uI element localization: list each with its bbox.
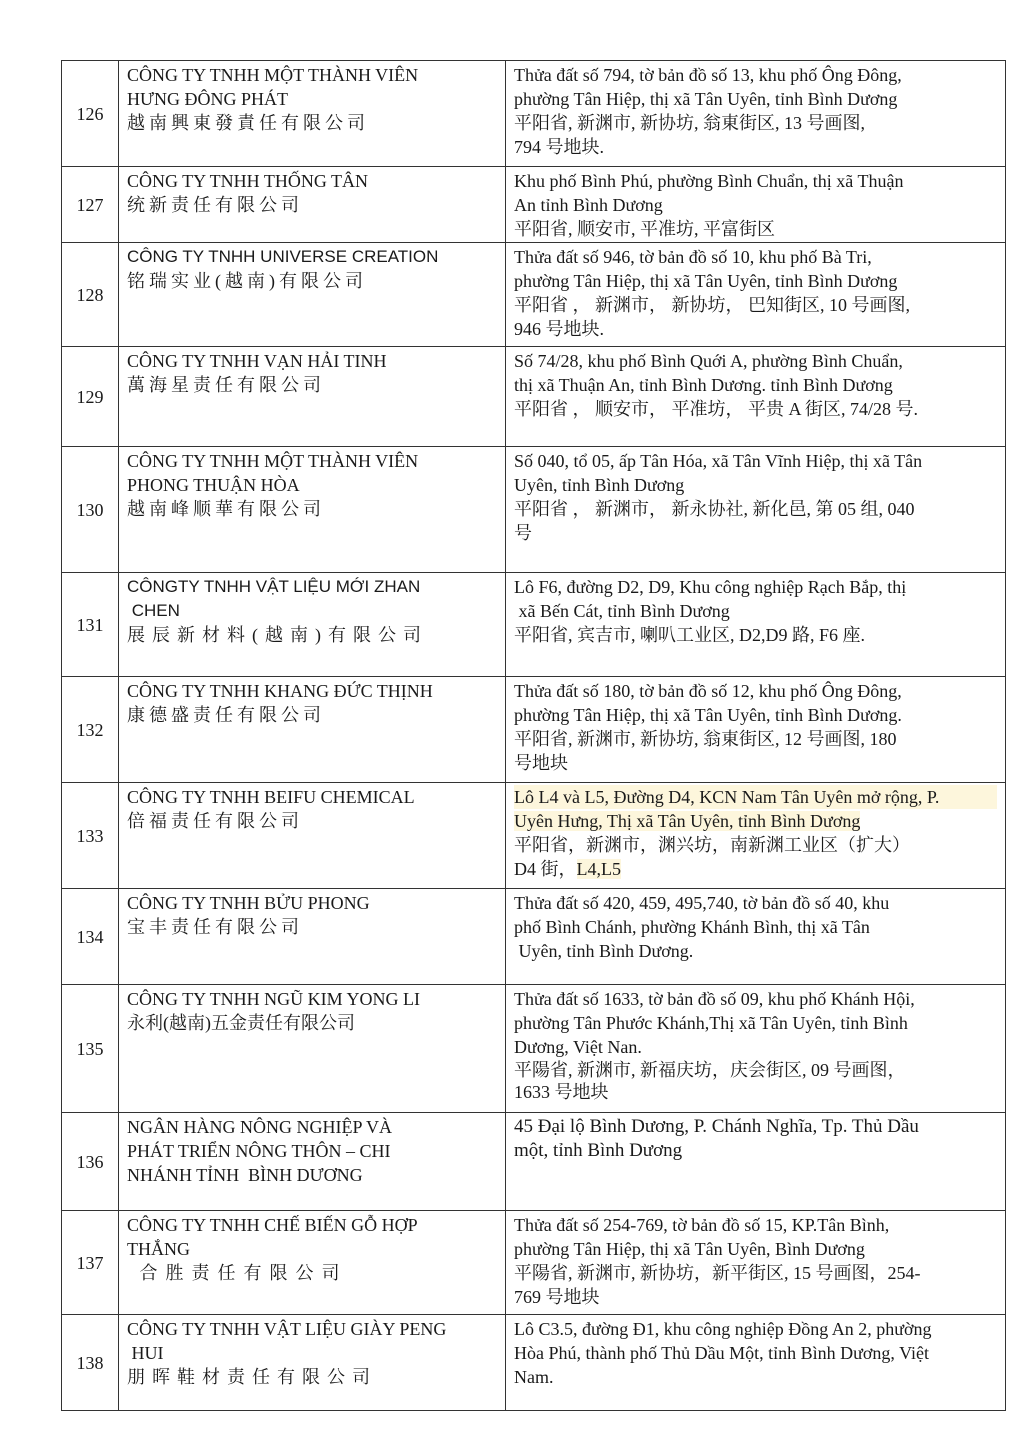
address-line: phường Tân Hiệp, thị xã Tân Uyên, Bình Dương xyxy=(514,1239,865,1259)
address-line: An tỉnh Bình Dương xyxy=(514,195,663,215)
address-cell xyxy=(506,347,1006,447)
row-number: 129 xyxy=(62,347,119,447)
address-cell xyxy=(506,447,1006,573)
address-line: Thửa đất số 946, tờ bản đồ số 10, khu phố Bà Tri, xyxy=(514,247,872,267)
row-number: 131 xyxy=(62,573,119,677)
address-chinese: 平陽省, 新渊市, 新协坊，新平街区, 15 号画图，254- xyxy=(514,1263,921,1283)
address-line: Thửa đất số 794, tờ bản đồ số 13, khu phố Ông Đông, xyxy=(514,65,902,85)
row-number: 133 xyxy=(62,783,119,889)
address-line-highlighted: Uyên Hưng, Thị xã Tân Uyên, tỉnh Bình Dương xyxy=(514,811,861,831)
address-line: Nam. xyxy=(514,1367,554,1387)
address-cell xyxy=(506,889,1006,985)
company-name-line: CÔNG TY TNHH MỘT THÀNH VIÊN xyxy=(127,451,419,471)
company-name-line: CÔNG TY TNHH KHANG ĐỨC THỊNH xyxy=(127,681,433,701)
address-cell xyxy=(506,1315,1006,1411)
table-row xyxy=(62,889,1006,985)
address-cell xyxy=(506,783,1006,889)
address-line: Số 040, tổ 05, ấp Tân Hóa, xã Tân Vĩnh Hiệp, thị xã Tân xyxy=(514,451,923,471)
table-row xyxy=(62,447,1006,573)
table-row xyxy=(62,347,1006,447)
company-name-line: HUI xyxy=(127,1343,164,1363)
company-name-chinese: 统新责任有限公司 xyxy=(127,195,303,215)
row-number: 130 xyxy=(62,447,119,573)
address-line: một, tỉnh Bình Dương xyxy=(514,1140,683,1161)
address-chinese: 号地块 xyxy=(514,753,568,773)
row-number: 127 xyxy=(62,167,119,243)
address-chinese: 794 号地块. xyxy=(514,137,604,157)
table-row xyxy=(62,573,1006,677)
company-name-chinese: 永利(越南)五金责任有限公司 xyxy=(127,1013,355,1033)
address-line: Uyên, tỉnh Bình Dương xyxy=(514,475,685,495)
company-name-line: THẮNG xyxy=(127,1239,190,1259)
company-name-cell xyxy=(119,1211,506,1315)
address-line: Thửa đất số 254-769, tờ bản đồ số 15, KP.Tân Bình, xyxy=(514,1215,890,1235)
address-line: Số 74/28, khu phố Bình Quới A, phường Bình Chuẩn, xyxy=(514,351,903,371)
company-name-line: CÔNG TY TNHH MỘT THÀNH VIÊN xyxy=(127,65,419,85)
company-name-chinese: 萬海星责任有限公司 xyxy=(127,375,325,395)
address-line: Khu phố Bình Phú, phường Bình Chuẩn, thị xã Thuận xyxy=(514,171,904,191)
company-name-chinese: 康德盛责任有限公司 xyxy=(127,705,325,725)
address-chinese: 平陽省, 新渊市, 新福庆坊，庆会街区, 09 号画图， xyxy=(514,1060,906,1080)
table-row xyxy=(62,1113,1006,1211)
table-row xyxy=(62,243,1006,347)
company-name-chinese: 越南峰顺華有限公司 xyxy=(127,499,325,519)
company-name-cell xyxy=(119,985,506,1113)
address-cell xyxy=(506,677,1006,783)
company-name-line: CHEN xyxy=(127,601,180,620)
row-number: 132 xyxy=(62,677,119,783)
address-cell xyxy=(506,61,1006,167)
company-name-cell xyxy=(119,61,506,167)
company-registry-table xyxy=(61,60,1006,1411)
address-line: Dương, Việt Nan. xyxy=(514,1037,642,1057)
company-name-chinese: 合胜责任有限公司 xyxy=(127,1263,348,1283)
address-chinese: 946 号地块. xyxy=(514,319,604,339)
company-name-chinese: 倍福责任有限公司 xyxy=(127,811,303,831)
company-name-cell xyxy=(119,1113,506,1211)
address-cell xyxy=(506,167,1006,243)
company-name-line: HƯNG ĐÔNG PHÁT xyxy=(127,89,288,109)
company-name-line: CÔNG TY TNHH VẠN HẢI TINH xyxy=(127,351,387,371)
company-name-line: PHONG THUẬN HÒA xyxy=(127,475,300,495)
table-row xyxy=(62,783,1006,889)
address-chinese: D4 街， xyxy=(514,859,577,879)
address-chinese: 平阳省 ， 顺安市， 平准坊， 平贵 A 街区, 74/28 号. xyxy=(514,399,919,419)
table-row xyxy=(62,677,1006,783)
company-name-line: CÔNG TY TNHH VẬT LIỆU GIÀY PENG xyxy=(127,1319,447,1339)
company-name-cell xyxy=(119,167,506,243)
row-number: 137 xyxy=(62,1211,119,1315)
address-cell xyxy=(506,243,1006,347)
company-name-cell xyxy=(119,677,506,783)
address-chinese: 平阳省 ， 新渊市， 新协坊， 巴知街区, 10 号画图, xyxy=(514,295,910,315)
address-line: Hòa Phú, thành phố Thủ Dầu Một, tỉnh Bình Dương, Việt xyxy=(514,1343,930,1363)
address-line: phường Tân Hiệp, thị xã Tân Uyên, tỉnh Bình Dương xyxy=(514,89,898,109)
company-name-chinese: 铭瑞实业(越南)有限公司 xyxy=(127,271,367,291)
address-line: xã Bến Cát, tỉnh Bình Dương xyxy=(514,601,730,621)
address-line: Uyên, tỉnh Bình Dương. xyxy=(514,941,694,961)
address-line: Thửa đất số 420, 459, 495,740, tờ bản đồ số 40, khu xyxy=(514,893,890,913)
company-name-cell xyxy=(119,243,506,347)
company-name-cell xyxy=(119,573,506,677)
address-chinese: 平阳省，新渊市，渊兴坊，南新渊工业区（扩大） xyxy=(514,835,910,855)
row-number: 135 xyxy=(62,985,119,1113)
address-cell xyxy=(506,1211,1006,1315)
company-name-line: CÔNGTY TNHH VẬT LIỆU MỚI ZHAN xyxy=(127,577,421,596)
address-line: 45 Đại lộ Bình Dương, P. Chánh Nghĩa, Tp. Thủ Dầu xyxy=(514,1116,919,1137)
table-row xyxy=(62,61,1006,167)
table-row xyxy=(62,1211,1006,1315)
address-highlighted-lot: L4,L5 xyxy=(576,859,621,879)
address-line: phường Tân Phước Khánh,Thị xã Tân Uyên, tỉnh Bình xyxy=(514,1013,908,1033)
company-name-line: CÔNG TY TNHH CHẾ BIẾN GỖ HỢP xyxy=(127,1215,418,1235)
address-line: Thửa đất số 1633, tờ bản đồ số 09, khu phố Khánh Hội, xyxy=(514,989,915,1009)
company-name-line: CÔNG TY TNHH BỬU PHONG xyxy=(127,893,370,913)
address-line: phường Tân Hiệp, thị xã Tân Uyên, tỉnh Bình Dương xyxy=(514,271,898,291)
company-name-cell xyxy=(119,1315,506,1411)
address-cell xyxy=(506,1113,1006,1211)
company-name-line: PHÁT TRIỂN NÔNG THÔN – CHI xyxy=(127,1141,391,1161)
address-chinese: 平阳省, 新渊市, 新协坊, 翁東街区, 12 号画图, 180 xyxy=(514,729,897,749)
company-name-line: CÔNG TY TNHH BEIFU CHEMICAL xyxy=(127,787,415,807)
address-line: Lô C3.5, đường Đ1, khu công nghiệp Đồng An 2, phường xyxy=(514,1319,932,1339)
company-name-chinese: 宝丰责任有限公司 xyxy=(127,917,303,937)
row-number: 134 xyxy=(62,889,119,985)
company-name-line: CÔNG TY TNHH UNIVERSE CREATION xyxy=(127,247,439,266)
address-line: Lô F6, đường D2, D9, Khu công nghiệp Rạch Bắp, thị xyxy=(514,577,907,597)
address-chinese: 平阳省, 顺安市, 平准坊, 平富街区 xyxy=(514,219,775,239)
company-name-cell xyxy=(119,783,506,889)
address-line-highlighted: Lô L4 và L5, Đường D4, KCN Nam Tân Uyên mở rộng, P. xyxy=(514,785,997,809)
address-line: phường Tân Hiệp, thị xã Tân Uyên, tỉnh Bình Dương. xyxy=(514,705,902,725)
row-number: 136 xyxy=(62,1113,119,1211)
address-cell xyxy=(506,985,1006,1113)
address-line: phố Bình Chánh, phường Khánh Bình, thị xã Tân xyxy=(514,917,870,937)
company-name-cell xyxy=(119,347,506,447)
table-row xyxy=(62,167,1006,243)
company-name-cell xyxy=(119,889,506,985)
address-cell xyxy=(506,573,1006,677)
company-name-line: CÔNG TY TNHH NGŨ KIM YONG LI xyxy=(127,989,420,1009)
company-name-line: CÔNG TY TNHH THỐNG TÂN xyxy=(127,171,369,191)
address-line: thị xã Thuận An, tỉnh Bình Dương. tỉnh Bình Dương xyxy=(514,375,893,395)
address-chinese: 769 号地块 xyxy=(514,1287,600,1307)
company-name-line: NGÂN HÀNG NÔNG NGHIỆP VÀ xyxy=(127,1117,392,1137)
address-chinese: 平阳省 ， 新渊市， 新永协社, 新化邑, 第 05 组, 040 xyxy=(514,499,915,519)
row-number: 138 xyxy=(62,1315,119,1411)
address-chinese: 1633 号地块 xyxy=(514,1082,609,1102)
row-number: 128 xyxy=(62,243,119,347)
company-name-line: NHÁNH TỈNH BÌNH DƯƠNG xyxy=(127,1165,363,1185)
company-name-chinese: 朋晖鞋材责任有限公司 xyxy=(127,1367,377,1387)
address-chinese: 平阳省, 新渊市, 新协坊, 翁東街区, 13 号画图, xyxy=(514,113,865,133)
table-row xyxy=(62,985,1006,1113)
address-chinese: 平阳省, 宾吉市, 喇叭工业区, D2,D9 路, F6 座. xyxy=(514,625,866,645)
company-name-cell xyxy=(119,447,506,573)
company-name-chinese: 展辰新材料(越南)有限公司 xyxy=(127,625,428,645)
table-row xyxy=(62,1315,1006,1411)
row-number: 126 xyxy=(62,61,119,167)
address-chinese: 号 xyxy=(514,523,532,543)
address-line: Thửa đất số 180, tờ bản đồ số 12, khu phố Ông Đông, xyxy=(514,681,902,701)
company-name-chinese: 越南興東發責任有限公司 xyxy=(127,113,369,133)
